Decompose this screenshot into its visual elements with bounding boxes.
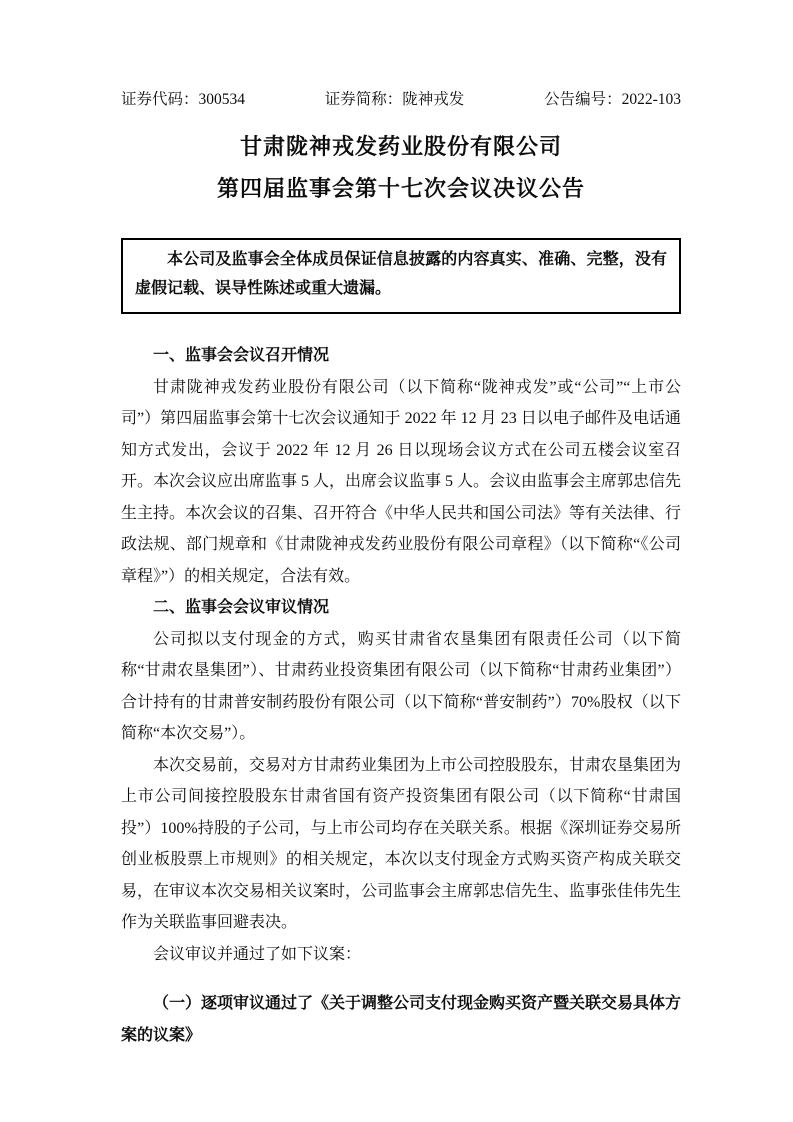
resolutions-intro: 会议审议并通过了如下议案： (153, 945, 362, 963)
section-2-paragraph-1: 公司拟以支付现金的方式，购买甘肃省农垦集团有限责任公司（以下简称“甘肃农垦集团”）、甘肃药业投资集团有限公司（以下简称“甘肃药业集团”）合计持有的甘肃普安制药股份有限公司（以下简称“普安制药”）70%股权（以下简称“本次交易”）。 (121, 630, 681, 742)
disclaimer-text: 本公司及监事会全体成员保证信息披露的内容真实、准确、完整，没有虚假记载、误导性陈述或重大遗漏。 (135, 251, 667, 297)
section-1-heading: 一、监事会会议召开情况 (153, 347, 330, 364)
stock-abbr: 证券简称：陇神戎发 (324, 91, 465, 108)
disclaimer-box (121, 238, 681, 314)
meeting-resolution-title: 第四届监事会第十七次会议决议公告 (216, 176, 585, 201)
resolution-item-1: （一）逐项审议通过了《关于调整公司支付现金购买资产暨关联交易具体方案的议案》 (121, 995, 682, 1044)
stock-code: 证券代码：300534 (121, 91, 246, 108)
section-1-paragraph-1: 甘肃陇神戎发药业股份有限公司（以下简称“陇神戎发”或“公司”“上市公司”）第四届监事会第十七次会议通知于 2022 年 12 月 23 日以电子邮件及电话通知方式发出，会议于 2022 年 12 月 26 日以现场会议方式在公司五楼会议室召开。本次会议应出席监事 5 人，出席会议监事 5 人。会议由监事会主席郭忠信先生主持。本次会议的召集、召开符合《中华人民共和国公司法》等有关法律、行政法规、部门规章和《甘肃陇神戎发药业股份有限公司章程》（以下简称“《公司章程》”）的相关规定，合法有效。 (121, 378, 682, 585)
section-2-heading: 二、监事会会议审议情况 (153, 599, 330, 616)
company-name-title: 甘肃陇神戎发药业股份有限公司 (239, 134, 562, 159)
doc-body (121, 340, 681, 1051)
section-2-paragraph-2: 本次交易前，交易对方甘肃药业集团为上市公司控股股东，甘肃农垦集团为上市公司间接控股股东甘肃省国有资产投资集团有限公司（以下简称“甘肃国投”）100%持股的子公司，与上市公司均存在关联关系。根据《深圳证券交易所创业板股票上市规则》的相关规定，本次以支付现金方式购买资产构成关联交易，在审议本次交易相关议案时，公司监事会主席郭忠信先生、监事张佳伟先生作为关联监事回避表决。 (121, 756, 682, 931)
doc-header (121, 90, 681, 110)
announcement-number: 公告编号：2022-103 (544, 91, 681, 108)
